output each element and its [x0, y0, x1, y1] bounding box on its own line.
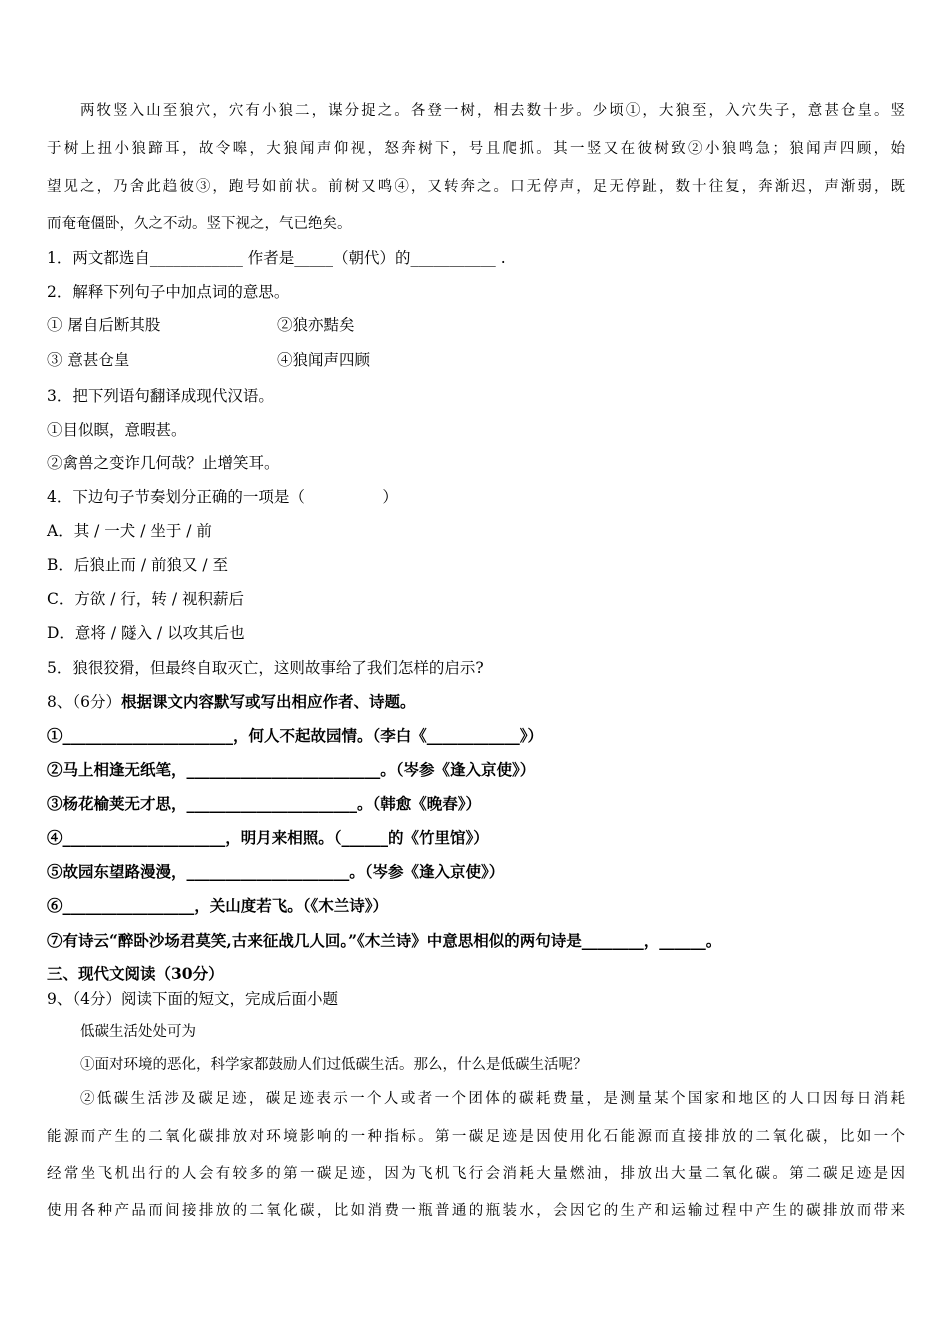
- article-paragraph-1: ①面对环境的恶化，科学家都鼓励人们过低碳生活。那么，什么是低碳生活呢？: [80, 1057, 588, 1073]
- q4-option-b: B．后狼止而 / 前狼又 / 至: [47, 556, 229, 574]
- article-p2-line-2: 能源而产生的二氧化碳排放对环境影响的一种指标。第一碳足迹是因使用化石能源而直接排放的二氧化碳，比如一个: [47, 1129, 905, 1145]
- q8-item-1: ①______________________，何人不起故园情。（李白《____________》）: [47, 726, 544, 745]
- passage-line-3: 望见之，乃舍此趋彼③，跑号如前状。前树又鸣④，又转奔之。口无停声，足无停趾，数十往复，奔渐迟，声渐弱，既: [47, 179, 905, 195]
- question-2-row-2: [47, 350, 371, 370]
- q2-item-2: ②狼亦黠矣: [277, 316, 355, 334]
- q4-option-d: D．意将 / 隧入 / 以攻其后也: [47, 624, 245, 642]
- question-8: [47, 692, 416, 712]
- q2-item-1: ① 屠自后断其股: [47, 316, 161, 334]
- article-p2-line-3: 经常坐飞机出行的人会有较多的第一碳足迹，因为飞机飞行会消耗大量燃油，排放出大量二氧化碳。第二碳足迹是因: [47, 1166, 905, 1182]
- q4-option-a: A．其 / 一犬 / 坐于 / 前: [47, 522, 212, 540]
- section-3-heading: 三、现代文阅读（30分）: [47, 964, 224, 983]
- q2-item-4: ④狼闻声四顾: [277, 351, 371, 369]
- passage-line-1: 两牧竖入山至狼穴，穴有小狼二，谋分捉之。各登一树，相去数十步。少顷①，大狼至，入穴失子，意甚仓皇。竖: [80, 103, 905, 119]
- q8-item-5: ⑤故园东望路漫漫，_____________________。（岑参《逢入京使》）: [47, 862, 505, 881]
- q8-number: 8、（6分）: [47, 693, 121, 711]
- q8-item-7: ⑦有诗云“醉卧沙场君莫笑,古来征战几人回。”《木兰诗》中意思相似的两句诗是________，______。: [47, 931, 722, 950]
- q8-item-2: ②马上相逢无纸笔，_________________________。（岑参《逢入京使》）: [47, 760, 536, 779]
- q4-option-c: C．方欲 / 行，转 / 视积薪后: [47, 590, 245, 608]
- q2-item-3: ③ 意甚仓皇: [47, 351, 130, 369]
- question-3: 3．把下列语句翻译成现代汉语。: [47, 387, 274, 405]
- question-1: 1．两文都选自____________ 作者是_____（朝代）的___________ .: [47, 249, 506, 267]
- q8-title: 根据课文内容默写或写出相应作者、诗题。: [120, 692, 416, 711]
- question-9: 9、（4分）阅读下面的短文，完成后面小题: [47, 990, 338, 1008]
- article-p2-line-1: ②低碳生活涉及碳足迹，碳足迹表示一个人或者一个团体的碳耗费量，是测量某个国家和地区的人口因每日消耗: [80, 1091, 905, 1107]
- q8-item-4: ④_____________________，明月来相照。（______的《竹里馆》）: [47, 828, 489, 847]
- article-p2-line-4: 使用各种产品而间接排放的二氧化碳，比如消费一瓶普通的瓶装水，会因它的生产和运输过程中产生的碳排放而带来: [47, 1203, 905, 1219]
- q8-item-3: ③杨花榆荚无才思，______________________。（韩愈《晚春》）: [47, 794, 482, 813]
- passage-line-2: 于树上扭小狼蹄耳，故令嗥，大狼闻声仰视，怒奔树下，号且爬抓。其一竖又在彼树致②小狼鸣急；狼闻声四顾，始: [47, 141, 905, 157]
- question-5: 5．狼很狡猾，但最终自取灭亡，这则故事给了我们怎样的启示?: [47, 659, 484, 677]
- passage-line-4: 而奄奄僵卧，久之不动。竖下视之，气已绝矣。: [47, 216, 352, 232]
- question-2: 2．解释下列句子中加点词的意思。: [47, 283, 290, 301]
- q8-item-6: ⑥_________________，关山度若飞。（《木兰诗》）: [47, 896, 389, 915]
- question-2-row-1: [47, 315, 355, 335]
- q3-item-1: ①目似瞑，意暇甚。: [47, 421, 187, 439]
- question-4: 4．下边句子节奏划分正确的一项是（ ）: [47, 488, 398, 506]
- q3-item-2: ②禽兽之变诈几何哉？止增笑耳。: [47, 454, 280, 472]
- article-title: 低碳生活处处可为: [80, 1024, 196, 1040]
